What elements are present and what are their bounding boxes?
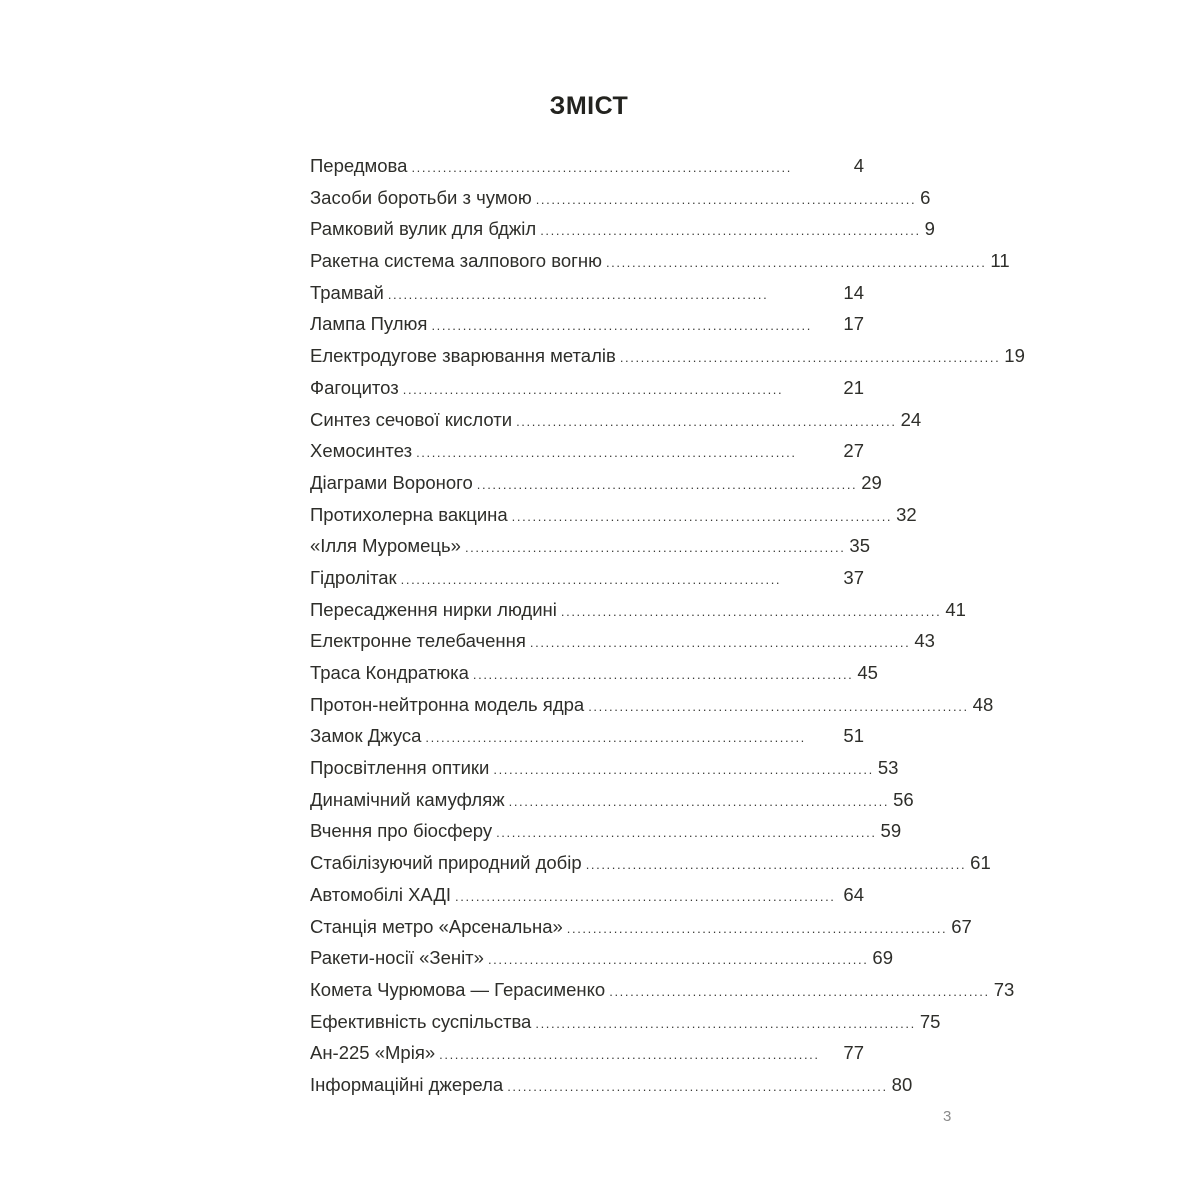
toc-entry-page: 19 xyxy=(1004,345,1025,367)
toc-entry[interactable] xyxy=(310,1010,941,1043)
toc-entry[interactable] xyxy=(310,535,870,567)
toc-entry[interactable] xyxy=(310,662,878,694)
toc-entry-title: Ефективність суспільства xyxy=(310,1010,532,1032)
toc-entry-title: Інформаційні джерела xyxy=(310,1073,504,1095)
dot-leader: ......................................................................... xyxy=(609,983,990,999)
toc-entry-title: Синтез сечової кислоти xyxy=(310,408,513,430)
toc-entry-page: 6 xyxy=(920,186,931,208)
toc-entry-page: 14 xyxy=(843,281,864,303)
dot-leader: ......................................................................... xyxy=(540,223,921,239)
dot-leader: ......................................................................... xyxy=(496,825,877,841)
toc-entry-title: Ракети-носії «Зеніт» xyxy=(310,947,484,969)
toc-entry-title: Засоби боротьби з чумою xyxy=(310,186,532,208)
toc-entry-title: Просвітлення оптики xyxy=(310,757,490,779)
toc-entry-page: 41 xyxy=(945,598,966,620)
dot-leader: ......................................................................... xyxy=(585,857,967,873)
toc-entry-title: Рамковий вулик для бджіл xyxy=(310,218,537,240)
toc-entry[interactable] xyxy=(310,218,935,250)
toc-entry-page: 29 xyxy=(861,471,882,493)
toc-entry[interactable] xyxy=(310,598,966,631)
toc-entry[interactable] xyxy=(310,725,864,757)
toc-entry-page: 37 xyxy=(843,566,864,588)
toc-entry-title: Гідролітак xyxy=(310,566,397,588)
dot-leader: ......................................................................... xyxy=(507,1078,888,1094)
toc-entry-page: 45 xyxy=(857,662,878,683)
toc-entry-page: 51 xyxy=(843,725,864,747)
toc-entry-title: Пересадження нирки людині xyxy=(310,598,557,620)
toc-entry-title: Протихолерна вакцина xyxy=(310,503,508,525)
dot-leader: ......................................................................... xyxy=(566,920,948,936)
dot-leader: ......................................................................... xyxy=(387,286,769,302)
toc-entry-page: 32 xyxy=(896,503,917,525)
toc-entry[interactable] xyxy=(310,630,935,662)
page-title: ЗМІСТ xyxy=(549,92,629,120)
toc-entry[interactable] xyxy=(310,567,864,599)
dot-leader: ......................................................................... xyxy=(529,635,911,651)
dot-leader: ......................................................................... xyxy=(476,476,858,492)
toc-entry-title: Трамвай xyxy=(310,281,384,303)
toc-entry-page: 67 xyxy=(951,915,972,937)
toc-entry[interactable] xyxy=(310,1073,913,1106)
dot-leader: ......................................................................... xyxy=(464,540,846,556)
toc-entry-page: 9 xyxy=(924,218,935,240)
dot-leader: ......................................................................... xyxy=(511,508,893,524)
toc-entry[interactable] xyxy=(310,1042,864,1074)
toc-entry-title: Вчення про біосферу xyxy=(310,820,493,842)
toc-entry-page: 21 xyxy=(843,376,864,398)
dot-leader: ......................................................................... xyxy=(411,160,792,175)
dot-leader: ......................................................................... xyxy=(516,413,897,429)
toc-entry[interactable] xyxy=(310,440,864,472)
dot-leader: ......................................................................... xyxy=(508,793,890,809)
toc-entry-title: Замок Джуса xyxy=(310,725,422,747)
toc-entry[interactable] xyxy=(310,978,1015,1011)
toc-entry-page: 80 xyxy=(891,1073,913,1095)
dot-leader: ......................................................................... xyxy=(425,730,806,746)
dot-leader: ......................................................................... xyxy=(605,255,987,271)
dot-leader: ......................................................................... xyxy=(560,603,942,619)
toc-entry[interactable] xyxy=(310,471,882,504)
dot-leader: ......................................................................... xyxy=(535,191,917,207)
dot-leader: ......................................................................... xyxy=(487,952,869,968)
dot-leader: ......................................................................... xyxy=(472,667,854,682)
toc-entry[interactable] xyxy=(310,313,864,345)
toc-entry-title: Електродугове зварювання металів xyxy=(310,345,616,367)
toc-entry-page: 73 xyxy=(993,978,1015,1000)
toc-entry-page: 24 xyxy=(900,408,922,430)
toc-entry-page: 59 xyxy=(880,820,902,842)
dot-leader: ......................................................................... xyxy=(588,698,969,714)
dot-leader: ......................................................................... xyxy=(619,350,1001,366)
toc-entry-page: 4 xyxy=(853,155,864,176)
toc-entry-page: 64 xyxy=(843,883,864,905)
toc-entry[interactable] xyxy=(310,788,914,821)
toc-entry-title: Лампа Пулюя xyxy=(310,313,428,335)
toc-entry[interactable] xyxy=(310,852,991,884)
dot-leader: ......................................................................... xyxy=(535,1015,916,1031)
toc-entry[interactable] xyxy=(310,408,922,441)
toc-entry[interactable] xyxy=(310,757,899,789)
table-of-contents xyxy=(310,155,1025,1106)
dot-leader: ......................................................................... xyxy=(439,1047,820,1063)
toc-entry-title: Протон-нейтронна модель ядра xyxy=(310,693,585,715)
toc-entry[interactable] xyxy=(310,693,994,726)
toc-entry-title: Динамічний камуфляж xyxy=(310,788,505,810)
toc-entry-page: 56 xyxy=(893,788,914,810)
toc-entry[interactable] xyxy=(310,915,972,948)
toc-entry-page: 11 xyxy=(990,250,1010,272)
toc-entry-title: Автомобілі ХАДІ xyxy=(310,883,452,905)
toc-entry-page: 75 xyxy=(919,1010,941,1032)
toc-entry-page: 69 xyxy=(872,947,893,969)
toc-entry-title: Діаграми Вороного xyxy=(310,471,473,493)
toc-entry-page: 77 xyxy=(843,1042,864,1064)
toc-entry-page: 43 xyxy=(914,630,935,652)
toc-entry-title: Станція метро «Арсенальна» xyxy=(310,915,563,937)
toc-entry-title: Електронне телебачення xyxy=(310,630,526,652)
toc-entry[interactable] xyxy=(310,186,931,219)
toc-entry-page: 48 xyxy=(972,693,994,715)
toc-entry-title: Ан-225 «Мрія» xyxy=(310,1042,436,1064)
dot-leader: ......................................................................... xyxy=(402,381,784,397)
dot-leader: ......................................................................... xyxy=(455,888,836,904)
toc-entry[interactable] xyxy=(310,250,1010,282)
dot-leader: ......................................................................... xyxy=(431,318,812,334)
toc-entry-title: Хемосинтез xyxy=(310,440,413,462)
toc-entry[interactable] xyxy=(310,282,864,314)
dot-leader: ......................................................................... xyxy=(400,571,782,587)
toc-entry-title: Ракетна система залпового вогню xyxy=(310,250,602,272)
toc-entry[interactable] xyxy=(310,884,864,916)
page-number: 3 xyxy=(943,1108,952,1125)
dot-leader: ......................................................................... xyxy=(416,445,797,461)
toc-entry-page: 61 xyxy=(970,852,991,874)
toc-entry[interactable] xyxy=(310,155,864,187)
toc-entry-page: 53 xyxy=(877,757,899,779)
toc-entry[interactable] xyxy=(310,345,1025,377)
toc-entry-title: Фагоцитоз xyxy=(310,376,399,398)
toc-entry[interactable] xyxy=(310,947,893,979)
toc-entry-page: 35 xyxy=(849,535,870,557)
toc-entry-title: «Ілля Муромець» xyxy=(310,535,461,557)
toc-entry-title: Передмова xyxy=(310,155,408,176)
dot-leader: ......................................................................... xyxy=(493,762,874,778)
toc-entry[interactable] xyxy=(310,820,902,852)
toc-entry-page: 17 xyxy=(843,313,864,335)
toc-entry-title: Стабілізуючий природний добір xyxy=(310,852,582,874)
toc-entry[interactable] xyxy=(310,377,864,409)
toc-entry-title: Траса Кондратюка xyxy=(310,662,469,683)
toc-entry-page: 27 xyxy=(843,440,864,462)
toc-entry[interactable] xyxy=(310,503,917,536)
toc-entry-title: Комета Чурюмова — Герасименко xyxy=(310,978,606,1000)
